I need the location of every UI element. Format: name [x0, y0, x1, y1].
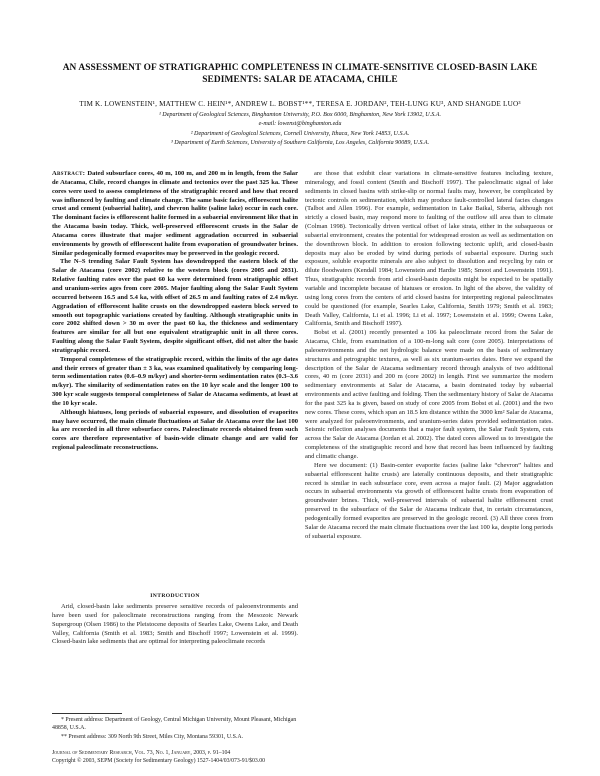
footnotes [52, 716, 298, 741]
title-line-2: SEDIMENTS: SALAR DE ATACAMA, CHILE [202, 75, 398, 86]
abstract-text-1: Dated subsurface cores, 40 m, 100 m, and 200 m in length, from the Salar de Atacama, Chile, record changes in climate and tectonics over the past 325 ka. These cores were used to assess completeness of the stratigraphic record and how that record was influenced by faulting and climate change. The same basic facies, efflorescent halite crust and cement (subaerial halite), and chevron halite (saline lake) occur in each core. The dominant facies is efflorescent halite formed in a subaerial environment like that in the Atacama basin today. Thick, well-preserved efflorescent crusts in the Salar de Atacama cores illustrate that major sediment aggradation occurred in subaerial environments by growth of efflorescent halite from evaporation of groundwater brines. Similar pedogenically formed evaporites may be preserved in the geologic record. [52, 170, 298, 257]
footnote-2: ** Present address: 309 North 9th Street, Miles City, Montana 59301, U.S.A. [61, 733, 244, 740]
abstract-paragraph-2: The N–S trending Salar Fault System has downdropped the eastern block of the Salar de Atacama (core 2002) relative to the western block (cores 2005 and 2031). Relative faulting rates over the past 60 ka were determined from stratigraphic offset and uranium-series ages from core 2005. Major faulting along the Salar Fault System occurred between 16.5 and 5.4 ka, with offset of 26.5 m and faulting rates of 2.4 m/kyr. Aggradation of efflorescent halite crusts on the downdropped eastern block served to smooth out topographic variations created by faulting. Although stratigraphic units in core 2002 shifted down > 30 m over the past 60 ka, the thickness and sedimentary features are similar for all but one equivalent stratigraphic unit in all three cores. Faulting along the Salar Fault System, despite significant offset, did not alter the basic stratigraphic record. [52, 258, 298, 354]
introduction-text [52, 603, 298, 647]
title-line-1: AN ASSESSMENT OF STRATIGRAPHIC COMPLETENESS IN CLIMATE-SENSITIVE CLOSED-BASIN LAKE [62, 63, 538, 73]
affiliation-1: ¹ Department of Geological Sciences, Binghamton University, P.O. Box 6000, Binghamton, New York 13902, U.S.A. [158, 112, 442, 118]
abstract-paragraph-4: Although hiatuses, long periods of subaerial exposure, and dissolution of evaporites may have occurred, the main climate fluctuations at Salar de Atacama over the last 100 ka are recorded in all three subsurface cores. Paleoclimate records obtained from such cores are therefore representative of basin-wide climate change and are valid for regional paleoclimate reconstructions. [52, 408, 298, 452]
affiliation-2: ² Department of Geological Sciences, Cornell University, Ithaca, New York 14853, U.S.A. [190, 130, 410, 137]
body-paragraph-3: Here we document: (1) Basin-center evaporite facies (saline lake “chevron” halites and subaerial efflorescent halite crusts) are laterally continuous deposits, and their stratigraphic record is similar in each subsurface core, even across a major fault. (2) Major aggradation occurs in subaerial environments via growth of efflorescent halite crusts from evaporation of groundwater brines. Thick, well-preserved intervals of subaerial halite efflorescent crust preserved in the subsurface of the Salar de Atacama indicate that, in certain circumstances, pedogenically formed evaporites are preserved in the geologic record. (3) All three cores from Salar de Atacama record the main climate fluctuations over the last 100 ka, despite long periods of subaerial exposure. [305, 461, 553, 540]
paper-title [60, 62, 540, 87]
footnote-1: * Present address: Department of Geology, Central Michigan University, Mount Pleasant, Michigan 48858, U.S.A. [52, 717, 297, 732]
body-paragraph-1: are those that exhibit clear variations in climate-sensitive features including texture, mineralogy, and fossil content (Smith and Bischoff 1997). The paleoclimatic signal of lake sediments in closed basins with strike-slip or normal faults may, however, be complicated by tectonic controls on sedimentation, which may produce fault-controlled lateral facies changes (Talbot and Allen 1996). For example, sedimentation in Lake Baikal, Siberia, although not strictly a closed basin, may respond more to faulting of the outflow sill area than to climate (Colman 1998). Tectonically driven vertical offset of lake strata, either in the subaqueous or subaerial environment, creates the potential for widespread erosion as well as sedimentation on the downthrown block. In addition to erosion following tectonic uplift, arid closed-basin deposits may also be eroded by wind during periods of subaerial exposure. During such exposure, soluble evaporite minerals are also subject to dissolution and recycling by rain or dilute floodwaters (Kendall 1984; Lowenstein and Hardie 1985; Smoot and Lowenstein 1991). Thus, stratigraphic records from arid closed-basin deposits might be expected to be spatially variable and incomplete because of hiatuses or erosion. In light of the above, the validity of using long cores from the centers of arid closed basins for interpreting regional paleoclimates could be questioned (for example, Searles Lake, California, Smith 1979; Smith et al. 1983; Death Valley, California, Li et al. 1996; Li et al. 1997; Lowenstein et al. 1999; Owens Lake, California, Smith and Bischoff 1997). [305, 170, 553, 328]
body-paragraph-2: Bobst et al. (2001) recently presented a 106 ka paleoclimate record from the Salar de Atacama, Chile, from examination of a 100-m-long salt core (core 2005). Interpretations of paleoenvironments and the net hydrologic balance were made on the basis of sedimentary structures and petrographic textures, as well as six uranium-series dates. Here we expand the description of the Salar de Atacama sedimentary record through analysis of two additional cores, 40 m (core 2031) and 200 m (core 2002) in length. First we summarize the modern sedimentary environments at Salar de Atacama, a basin dominated today by subaerial environments and active faulting and folding. Then the sedimentary history of Salar de Atacama for the past 325 ka is given, based on study of core 2005 from Bobst et al. (2001) and the two new cores. These cores, which span an 18.5 km distance within the 3000 km² Salar de Atacama, were analyzed for paleoenvironments, and uranium-series dates provided sedimentation rates. Seismic reflection analyses documents that a major fault system, the Salar Fault System, cuts across the Salar de Atacama (Jordan et al. 2002). The dated cores allowed us to investigate the completeness of the stratigraphic record and how that record has been influenced by faulting and climatic change. [305, 329, 553, 460]
abstract-paragraph-3: Temporal completeness of the stratigraphic record, within the limits of the age dates and their errors of greater than ± 3 ka, was examined qualitatively by comparing long-term sedimentation rates (0.6–0.9 m/kyr) and shorter-term sedimentation rates (0.3–3.6 m/kyr). The similarity of sedimentation rates on the 10 kyr scale and the longer 100 to 300 kyr scale suggests temporal completeness of Salar de Atacama sediments, at least at the 10 kyr scale. [52, 355, 298, 407]
journal-citation [52, 749, 352, 766]
abstract [52, 170, 298, 453]
introduction-heading: INTRODUCTION [150, 593, 200, 599]
abstract-label: Abstract: [52, 170, 86, 177]
abstract-paragraph-1 [52, 170, 298, 258]
author-list: TIM K. LOWENSTEIN¹, MATTHEW C. HEIN¹*, ANDREW L. BOBST¹**, TERESA E. JORDAN², TEH-LUNG KU³, AND SHANGDE LUO³ [79, 100, 521, 108]
footnote-divider [52, 713, 122, 714]
introduction-paragraph-1: Arid, closed-basin lake sediments preserve sensitive records of paleoenvironments and have been used for paleoclimate reconstructions ranging from the Mesozoic Newark Supergroup (Olsen 1986) to the Pleistocene deposits of Searles Lake, Owens Lake, and Death Valley, California (Smith et al. 1983; Smith and Bischoff 1997; Lowenstein et al. 1999). Closed-basin lake sediments that are optimal for interpreting paleoclimate records [52, 603, 298, 646]
journal-line-1: Journal of Sedimentary Research, Vol. 73, No. 1, January, 2003, p. 91–104 [52, 750, 231, 756]
affiliation-email: e-mail: lowenst@binghamton.edu [258, 121, 342, 128]
right-column-text [305, 170, 553, 541]
affiliation-3: ³ Department of Earth Sciences, University of Southern California, Los Angeles, California 90089, U.S.A. [170, 140, 430, 147]
affiliations [90, 111, 510, 149]
journal-line-2: Copyright © 2003, SEPM (Society for Sedimentary Geology) 1527-1404/03/073-91/$03.00 [52, 758, 266, 765]
